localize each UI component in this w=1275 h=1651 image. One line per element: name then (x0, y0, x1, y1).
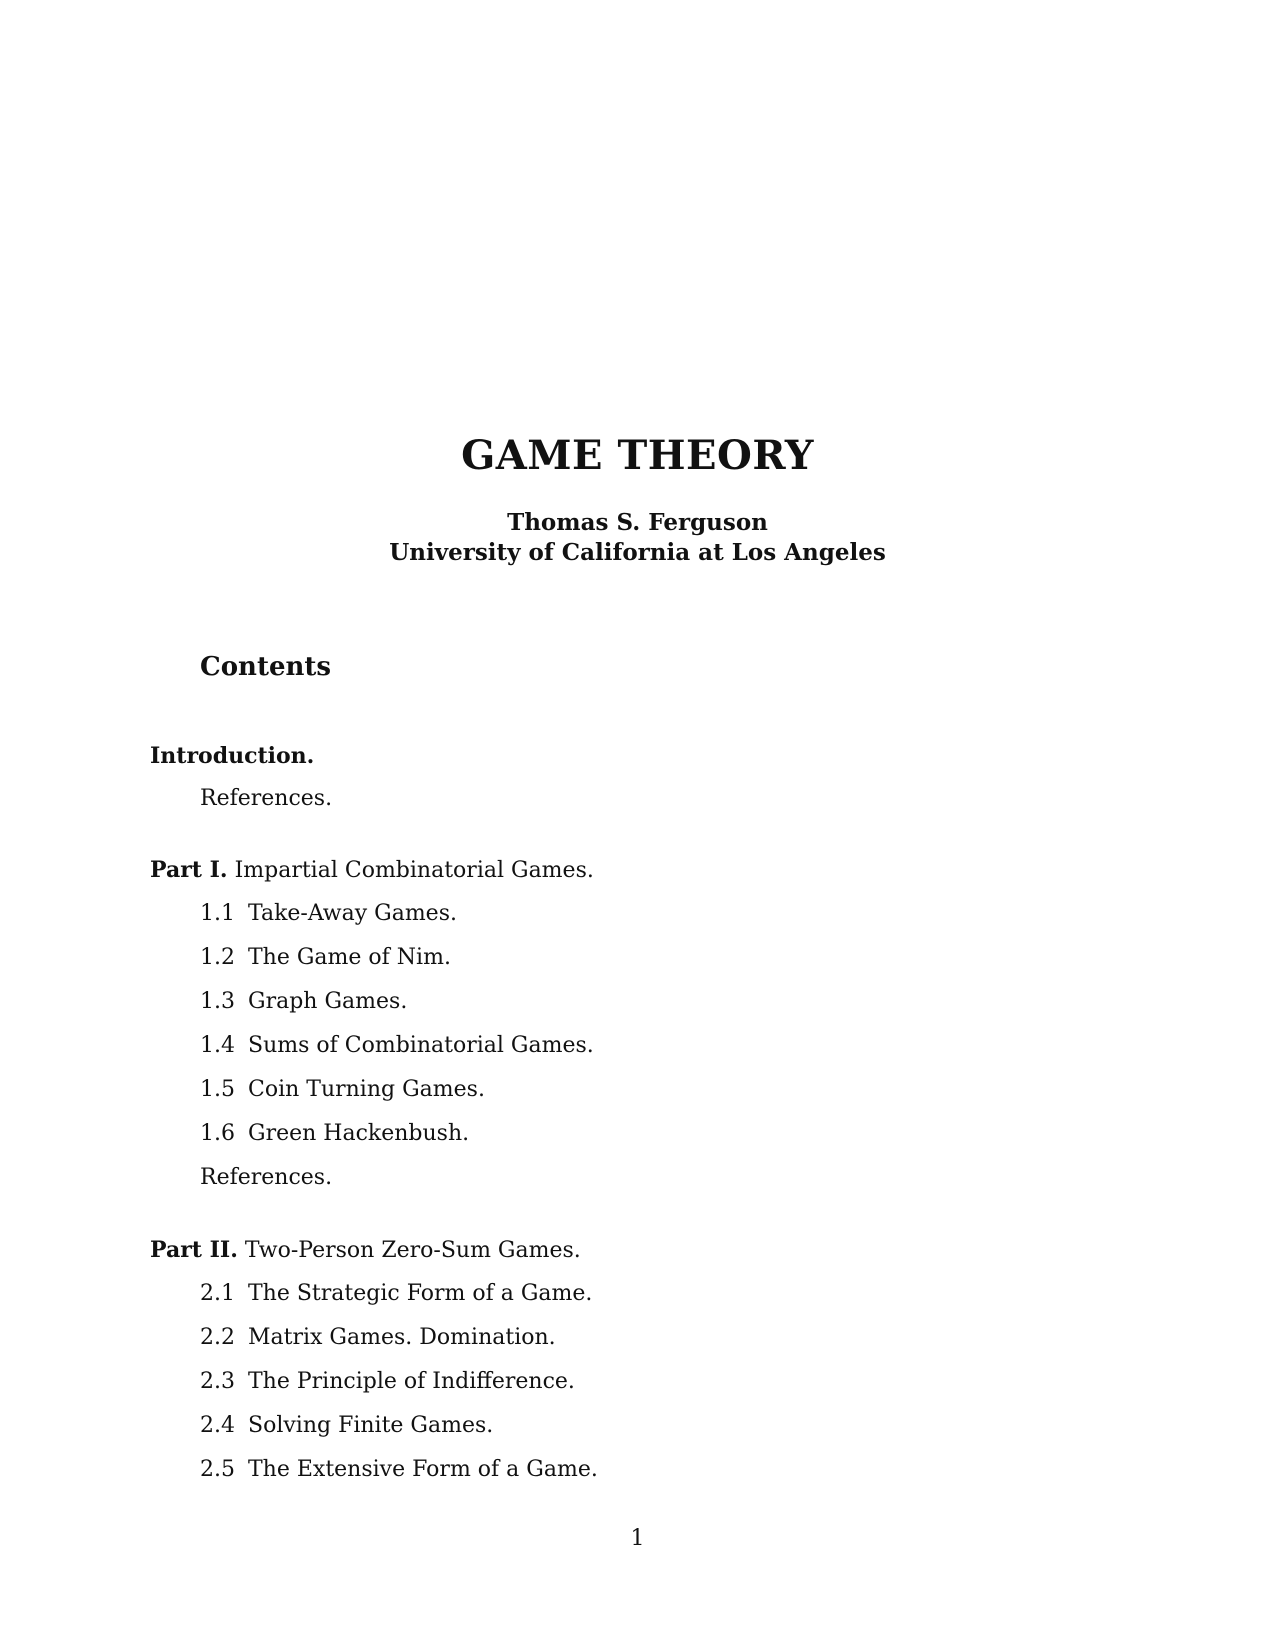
section-number: 1.6 (200, 1121, 235, 1146)
toc-section-1-2 (200, 944, 451, 972)
section-number: 1.4 (200, 1033, 235, 1058)
section-title: The Strategic Form of a Game. (248, 1281, 593, 1306)
section-title: The Game of Nim. (248, 945, 451, 970)
toc-section-2-5 (200, 1456, 598, 1484)
contents-heading: Contents (200, 652, 332, 682)
section-title: Green Hackenbush. (248, 1121, 470, 1146)
part-2-label: Part II. (150, 1237, 238, 1263)
toc-part-2 (150, 1236, 581, 1265)
toc-introduction-references (200, 785, 332, 813)
toc-section-2-4 (200, 1412, 493, 1440)
section-title: Coin Turning Games. (248, 1077, 485, 1102)
toc-section-1-3 (200, 988, 407, 1016)
toc-section-1-1 (200, 900, 457, 928)
toc-introduction (150, 742, 314, 771)
section-title: Solving Finite Games. (248, 1413, 494, 1438)
section-number: 2.5 (200, 1457, 235, 1482)
author-name: Thomas S. Ferguson (507, 509, 768, 536)
author-block (0, 508, 1275, 568)
section-number: 2.1 (200, 1281, 235, 1306)
references-label: References. (200, 1165, 333, 1190)
section-number: 1.1 (200, 901, 235, 926)
toc-section-2-3 (200, 1368, 575, 1396)
section-number: 1.3 (200, 989, 235, 1014)
section-title: The Principle of Indifference. (248, 1369, 575, 1394)
toc-part-1-references (200, 1164, 332, 1192)
toc-section-1-4 (200, 1032, 594, 1060)
references-label: References. (200, 786, 333, 811)
section-title: Take-Away Games. (248, 901, 457, 926)
document-title: GAME THEORY (461, 432, 814, 479)
section-number: 2.3 (200, 1369, 235, 1394)
part-1-label: Part I. (150, 857, 228, 883)
section-title: Sums of Combinatorial Games. (248, 1033, 594, 1058)
toc-section-2-2 (200, 1324, 556, 1352)
introduction-label: Introduction. (150, 743, 315, 769)
toc-section-1-5 (200, 1076, 485, 1104)
author-affiliation: University of California at Los Angeles (389, 539, 886, 566)
section-title: Matrix Games. Domination. (248, 1325, 556, 1350)
section-number: 1.5 (200, 1077, 235, 1102)
part-1-title: Impartial Combinatorial Games. (234, 858, 594, 883)
page-number: 1 (630, 1526, 645, 1551)
toc-part-1 (150, 856, 594, 885)
toc-section-2-1 (200, 1280, 592, 1308)
section-title: Graph Games. (248, 989, 408, 1014)
section-number: 1.2 (200, 945, 235, 970)
toc-section-1-6 (200, 1120, 469, 1148)
section-number: 2.2 (200, 1325, 235, 1350)
section-title: The Extensive Form of a Game. (248, 1457, 598, 1482)
part-2-title: Two-Person Zero-Sum Games. (244, 1238, 581, 1263)
section-number: 2.4 (200, 1413, 235, 1438)
